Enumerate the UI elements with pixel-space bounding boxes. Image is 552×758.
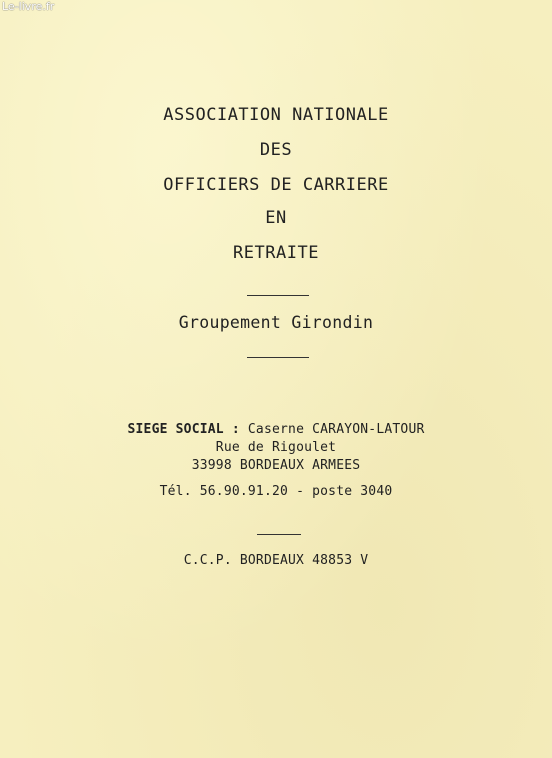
title-line-5: RETRAITE <box>233 243 319 263</box>
siege-social-label: SIEGE SOCIAL : <box>127 422 240 437</box>
address-city: 33998 BORDEAUX ARMEES <box>191 458 361 473</box>
title-line-2: DES <box>259 140 293 160</box>
phone-line: Tél. 56.90.91.20 - poste 3040 <box>159 484 393 499</box>
address-street: Rue de Rigoulet <box>215 440 337 455</box>
siege-social-line <box>0 422 552 437</box>
divider-middle <box>247 357 309 358</box>
ccp-line: C.C.P. BORDEAUX 48853 V <box>183 553 369 568</box>
title-line-3: OFFICIERS DE CARRIERE <box>163 175 389 195</box>
title-line-4: EN <box>265 208 287 228</box>
divider-top <box>247 295 309 296</box>
siege-social-value: Caserne CARAYON-LATOUR <box>247 422 425 437</box>
group-name: Groupement Girondin <box>178 313 374 332</box>
watermark: Le-livre.fr <box>2 0 55 13</box>
title-line-1: ASSOCIATION NATIONALE <box>163 105 389 125</box>
divider-bottom <box>257 534 301 535</box>
